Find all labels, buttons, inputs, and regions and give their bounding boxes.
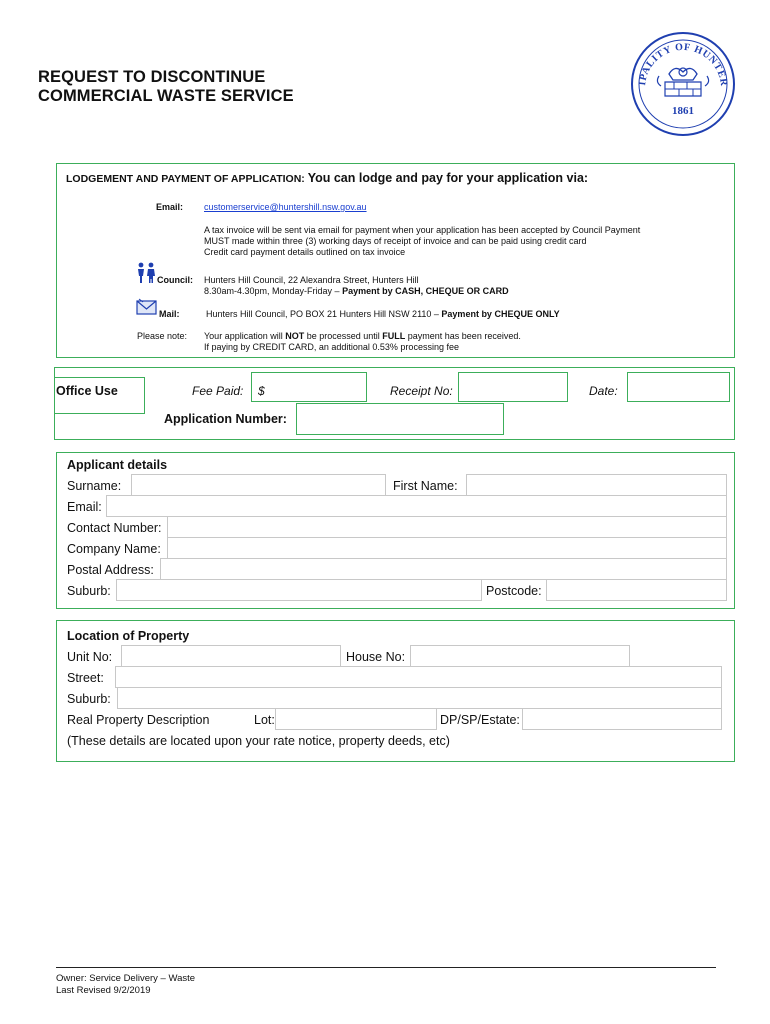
email-link[interactable]: customerservice@huntershill.nsw.gov.au [204, 202, 367, 212]
council-line-2 [204, 286, 509, 297]
lot-label: Lot: [254, 713, 275, 727]
mail-label: Mail: [159, 309, 180, 319]
contact-number-field[interactable] [167, 516, 727, 538]
tax-line-1: A tax invoice will be sent via email for payment when your application has been accepted by Council Payment [204, 225, 641, 235]
fee-currency: $ [258, 384, 265, 398]
council-label: Council: [157, 275, 193, 285]
tax-invoice-text [204, 225, 640, 258]
footer-owner: Owner: Service Delivery – Waste [56, 973, 196, 984]
suburb-label: Suburb: [67, 584, 111, 598]
mail-icon [136, 298, 158, 316]
house-no-field[interactable] [410, 645, 630, 667]
mail-address: Hunters Hill Council, PO BOX 21 Hunters Hill NSW 2110 – [206, 309, 442, 319]
company-name-label: Company Name: [67, 542, 161, 556]
property-note: (These details are located upon your rate notice, property deeds, etc) [67, 734, 450, 748]
postal-address-field[interactable] [160, 558, 727, 580]
application-number-label: Application Number: [164, 412, 287, 426]
postcode-label: Postcode: [486, 584, 542, 598]
title-line-1: REQUEST TO DISCONTINUE [38, 68, 266, 86]
fee-paid-label: Fee Paid: [192, 384, 244, 398]
footer [56, 973, 195, 996]
office-use-title: Office Use [56, 384, 118, 398]
postal-address-label: Postal Address: [67, 563, 154, 577]
property-suburb-label: Suburb: [67, 692, 111, 706]
postcode-field[interactable] [546, 579, 727, 601]
note-line-2: If paying by CREDIT CARD, an additional 0.53% processing fee [204, 342, 459, 352]
property-heading: Location of Property [67, 629, 190, 643]
page-title [38, 68, 294, 106]
note-text [204, 331, 521, 353]
unit-no-field[interactable] [121, 645, 341, 667]
note-line-1: Your application will NOT be processed until FULL payment has been received. [204, 331, 521, 341]
lodgement-panel [56, 163, 735, 358]
street-label: Street: [67, 671, 104, 685]
footer-revised: Last Revised 9/2/2019 [56, 984, 151, 996]
surname-label: Surname: [67, 479, 122, 493]
first-name-field[interactable] [466, 474, 727, 496]
tax-line-2: MUST made within three (3) working days of receipt of invoice and can be paid using credit card [204, 236, 587, 246]
tax-line-3: Credit card payment details outlined on tax invoice [204, 247, 406, 257]
lodgement-heading-rest: You can lodge and pay for your application via: [307, 171, 589, 185]
suburb-field[interactable] [116, 579, 482, 601]
date-field[interactable] [627, 372, 730, 402]
applicant-heading: Applicant details [67, 458, 168, 472]
unit-no-label: Unit No: [67, 650, 113, 664]
receipt-no-label: Receipt No: [390, 384, 453, 398]
receipt-no-field[interactable] [458, 372, 568, 402]
note-label: Please note: [137, 331, 188, 341]
footer-divider [56, 967, 716, 968]
property-suburb-field[interactable] [117, 687, 722, 709]
email-label: Email: [156, 202, 184, 212]
seal-ring-text: IPALITY OF HUNTER [637, 41, 730, 88]
council-payment: Payment by CASH, CHEQUE OR CARD [342, 286, 509, 296]
lot-field[interactable] [275, 708, 437, 730]
first-name-label: First Name: [393, 479, 458, 493]
application-number-field[interactable] [296, 403, 504, 435]
people-icon [136, 262, 156, 284]
date-label: Date: [589, 384, 618, 398]
email-field-label: Email: [67, 500, 102, 514]
lodgement-heading [66, 171, 588, 185]
street-field[interactable] [115, 666, 722, 688]
council-line-1: Hunters Hill Council, 22 Alexandra Street, Hunters Hill [204, 275, 419, 285]
fee-paid-field[interactable] [251, 372, 367, 402]
contact-number-label: Contact Number: [67, 521, 162, 535]
council-seal-logo [629, 30, 737, 138]
seal-year: 1861 [672, 105, 694, 117]
mail-details [206, 309, 560, 320]
lodgement-heading-bold: LODGEMENT AND PAYMENT OF APPLICATION: [66, 173, 305, 185]
surname-field[interactable] [131, 474, 386, 496]
dp-sp-estate-label: DP/SP/Estate: [440, 713, 520, 727]
company-name-field[interactable] [167, 537, 727, 559]
council-details [204, 275, 509, 297]
title-line-2: COMMERCIAL WASTE SERVICE [38, 87, 294, 105]
council-hours: 8.30am-4.30pm, Monday-Friday – [204, 286, 343, 296]
mail-payment: Payment by CHEQUE ONLY [441, 309, 560, 319]
svg-text:MUNICIPALITY OF HUNTERS HILL [629, 30, 729, 87]
house-no-label: House No: [346, 650, 406, 664]
dp-sp-estate-field[interactable] [522, 708, 722, 730]
real-property-label: Real Property Description [67, 713, 210, 727]
email-field[interactable] [106, 495, 727, 517]
